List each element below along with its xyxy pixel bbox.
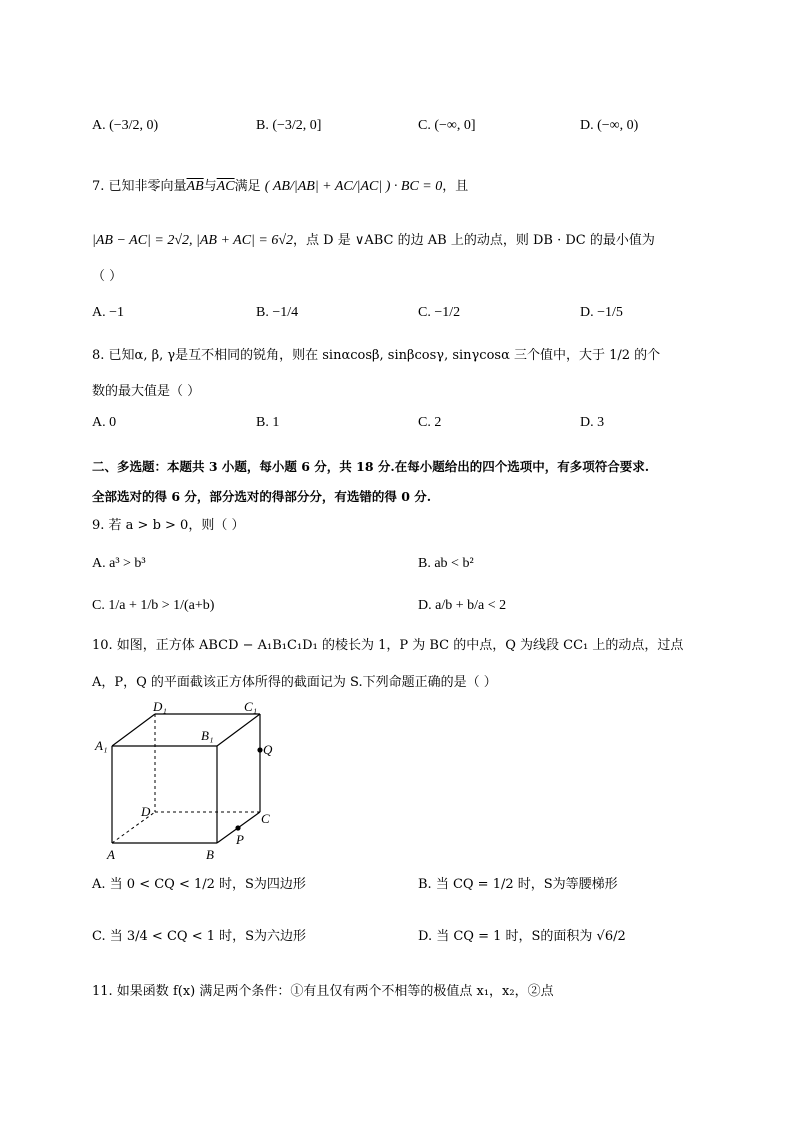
section2-heading-line1: 二、多选题：本题共 3 小题，每小题 6 分，共 18 分.在每小题给出的四个选项中，有多项符合要求. xyxy=(92,459,650,474)
q10-option-c: C. 当 3/4 < CQ < 1 时，S为六边形 xyxy=(92,929,307,944)
vector-ac: $\overline{AC}$ xyxy=(216,179,235,194)
q7-text: ，点 D 是 ∨ABC 的边 AB 上的动点，则 DB · DC 的最小值为 xyxy=(293,233,655,248)
label-b: B xyxy=(206,847,214,862)
q7-text: 满足 xyxy=(234,179,261,194)
q9-option-c: C. 1/a + 1/b > 1/(a+b) xyxy=(92,598,215,613)
edge-a1d1 xyxy=(112,714,155,746)
q7-option-b: B. −1/4 xyxy=(256,305,299,320)
label-c1: C₁ xyxy=(244,699,258,714)
q7-condition-expr: ( AB/|AB| + AC/|AC| ) · BC = 0 xyxy=(264,179,443,194)
q8-option-d: D. 3 xyxy=(580,415,605,430)
q11-stem-line1: 11. 如果函数 f(x) 满足两个条件：①有且仅有两个不相等的极值点 x₁，x₂，②点 xyxy=(92,984,554,999)
label-d: D xyxy=(141,804,151,819)
label-a: A xyxy=(107,847,115,862)
edge-b1c1 xyxy=(217,714,260,746)
q7-text: 与 xyxy=(203,179,217,194)
q10-option-b: B. 当 CQ = 1/2 时，S为等腰梯形 xyxy=(418,877,618,892)
vector-ab: $\overline{AB}$ xyxy=(186,179,204,194)
q10-stem-line2: A，P，Q 的平面截该正方体所得的截面记为 S.下列命题正确的是（ ） xyxy=(92,675,497,690)
q6-option-a: A. (−3/2, 0) xyxy=(92,118,159,133)
q8-stem-line2: 数的最大值是（ ） xyxy=(92,384,201,399)
q7-option-d: D. −1/5 xyxy=(580,305,623,320)
section2-heading-line2: 全部选对的得 6 分，部分选对的得部分分，有选错的得 0 分. xyxy=(92,489,432,504)
q9-stem: 9. 若 a > b > 0，则（ ） xyxy=(92,518,245,533)
q9-option-b: B. ab < b² xyxy=(418,556,474,571)
label-p: P xyxy=(236,832,244,847)
label-a1: A₁ xyxy=(95,738,108,753)
label-d1: D₁ xyxy=(153,699,167,714)
q6-option-d: D. (−∞, 0) xyxy=(580,118,639,133)
point-q xyxy=(257,747,262,752)
q10-option-a: A. 当 0 < CQ < 1/2 时，S为四边形 xyxy=(92,877,306,892)
q10-option-d: D. 当 CQ = 1 时，S的面积为 √6/2 xyxy=(418,929,626,944)
cube-figure xyxy=(90,698,290,868)
q6-option-c: C. (−∞, 0] xyxy=(418,118,476,133)
q7-answer-paren: （ ） xyxy=(92,269,123,284)
q9-option-a: A. a³ > b³ xyxy=(92,556,146,571)
q7-option-a: A. −1 xyxy=(92,305,125,320)
point-p xyxy=(235,825,240,830)
q8-option-b: B. 1 xyxy=(256,415,280,430)
label-b1: B₁ xyxy=(201,728,214,743)
q7-stem-line1 xyxy=(92,178,468,196)
q9-option-d: D. a/b + b/a < 2 xyxy=(418,598,507,613)
q8-option-c: C. 2 xyxy=(418,415,442,430)
q8-stem-line1: 8. 已知α, β, γ是互不相同的锐角，则在 sinαcosβ, sinβcosγ, sinγcosα 三个值中，大于 1/2 的个 xyxy=(92,348,661,363)
q8-option-a: A. 0 xyxy=(92,415,117,430)
label-c: C xyxy=(261,811,270,826)
q7-magnitude-expr: |AB − AC| = 2√2, |AB + AC| = 6√2 xyxy=(92,233,294,248)
q7-option-c: C. −1/2 xyxy=(418,305,461,320)
q7-text: ，且 xyxy=(442,179,469,194)
label-q: Q xyxy=(263,742,273,757)
q7-text: 7. 已知非零向量 xyxy=(92,179,187,194)
q10-stem-line1: 10. 如图，正方体 ABCD − A₁B₁C₁D₁ 的棱长为 1，P 为 BC 的中点，Q 为线段 CC₁ 上的动点，过点 xyxy=(92,638,684,653)
q6-option-b: B. (−3/2, 0] xyxy=(256,118,322,133)
q7-stem-line2 xyxy=(92,232,655,250)
